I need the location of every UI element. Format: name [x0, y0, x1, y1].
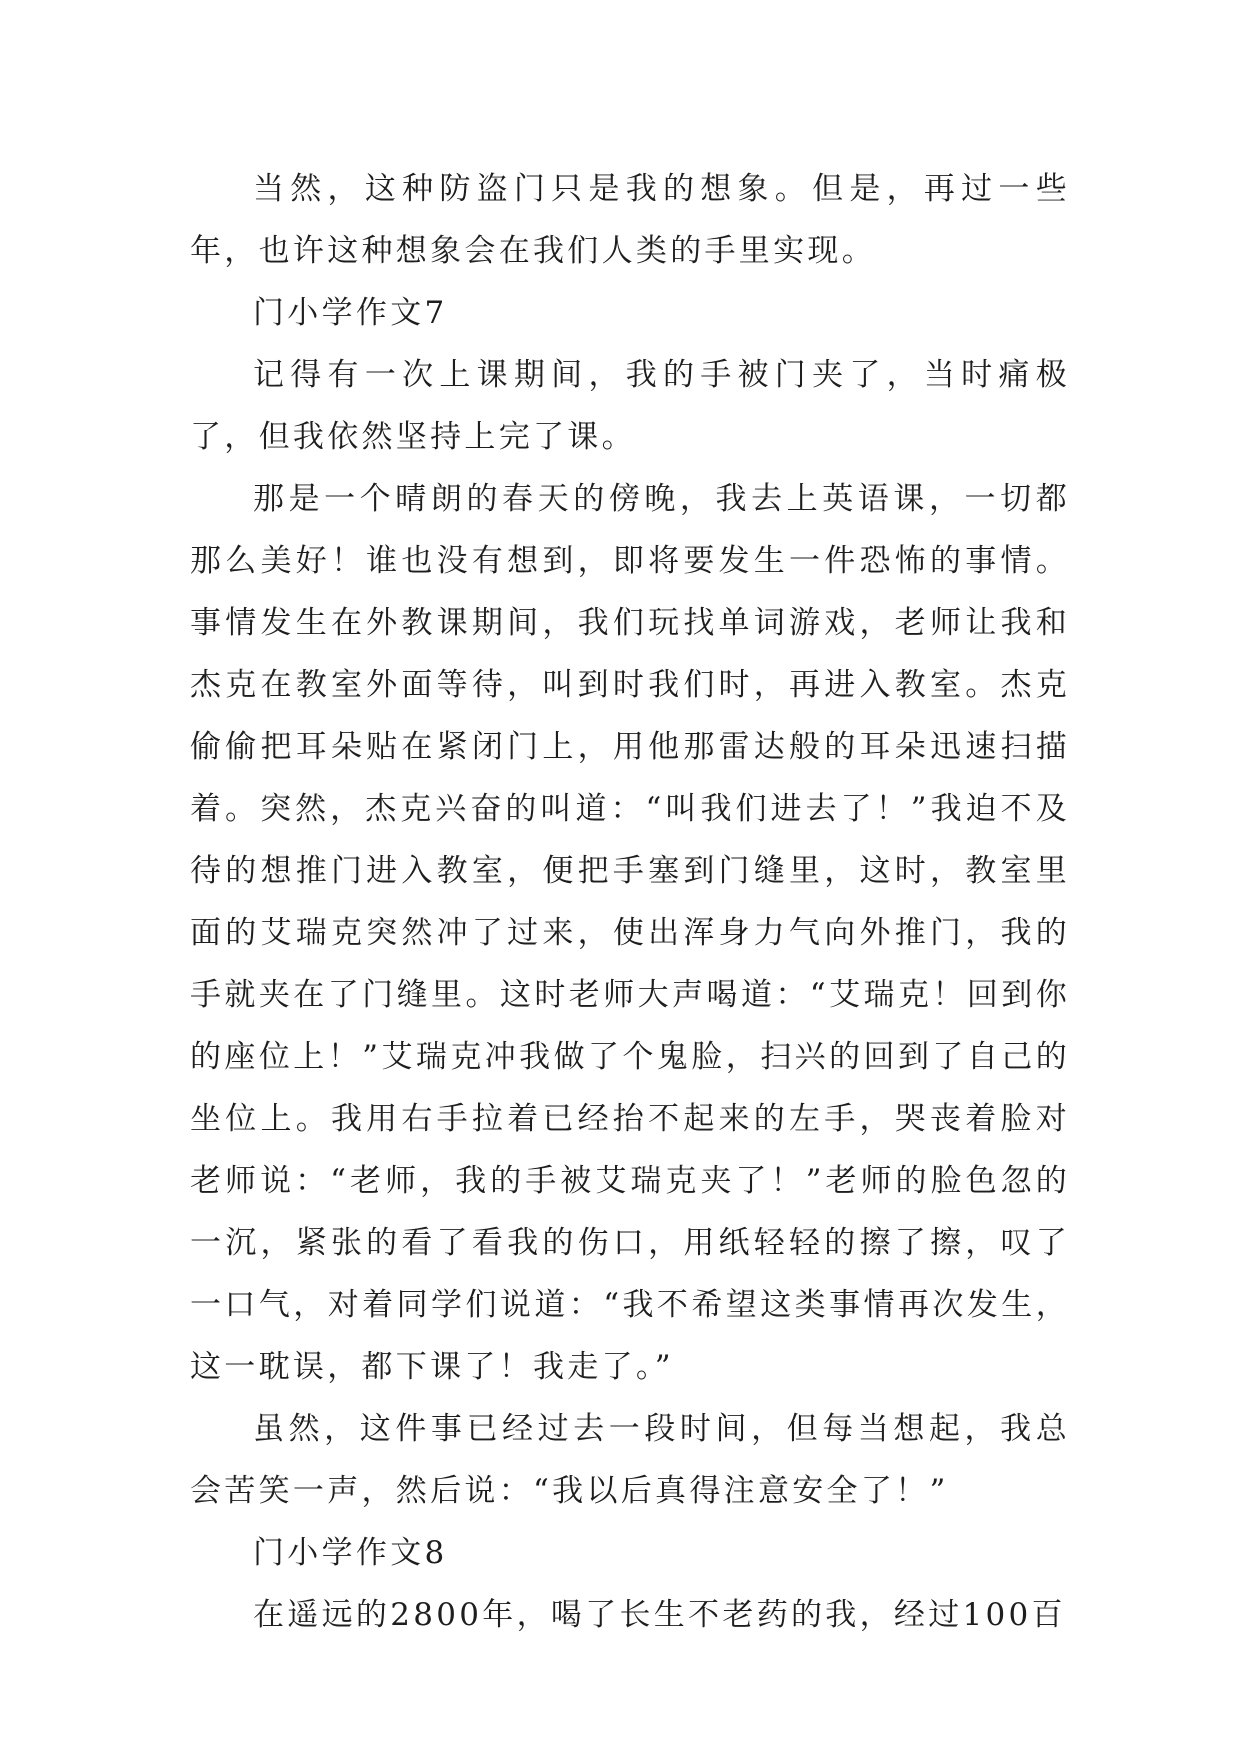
paragraph-reflection: 虽然，这件事已经过去一段时间，但每当想起，我总会苦笑一声，然后说：“我以后真得注意安全了！”: [190, 1411, 1070, 1509]
paragraph-story: 那是一个晴朗的春天的傍晚，我去上英语课，一切都那么美好！谁也没有想到，即将要发生一件恐怖的事情。事情发生在外教课期间，我们玩找单词游戏，老师让我和杰克在教室外面等待，叫到时我们时，再进入教室。杰克偷偷把耳朵贴在紧闭门上，用他那雷达般的耳朵迅速扫描着。突然，杰克兴奋的叫道：“叫我们进去了！”我迫不及待的想推门进入教室，便把手塞到门缝里，这时，教室里面的艾瑞克突然冲了过来，使出浑身力气向外推门，我的手就夹在了门缝里。这时老师大声喝道：“艾瑞克！回到你的座位上！”艾瑞克冲我做了个鬼脸，扫兴的回到了自己的坐位上。我用右手拉着已经抬不起来的左手，哭丧着脸对老师说：“老师，我的手被艾瑞克夹了！”老师的脸色忽的一沉，紧张的看了看我的伤口，用纸轻轻的擦了擦，叹了一口气，对着同学们说道：“我不希望这类事情再次发生，这一耽误，都下课了！我走了。”: [190, 481, 1070, 1385]
paragraph-hand-pinched: 记得有一次上课期间，我的手被门夹了，当时痛极了，但我依然坚持上完了课。: [190, 357, 1070, 455]
paragraph-door-imagination: 当然，这种防盗门只是我的想象。但是，再过一些年，也许这种想象会在我们人类的手里实现。: [190, 171, 1070, 269]
essay-heading-7: 门小学作文7: [253, 295, 448, 331]
essay-heading-8: 门小学作文8: [253, 1535, 448, 1571]
document-body: [190, 158, 1070, 1646]
paragraph-year-2800: 在遥远的2800年，喝了长生不老药的我，经过100百: [253, 1597, 1066, 1633]
